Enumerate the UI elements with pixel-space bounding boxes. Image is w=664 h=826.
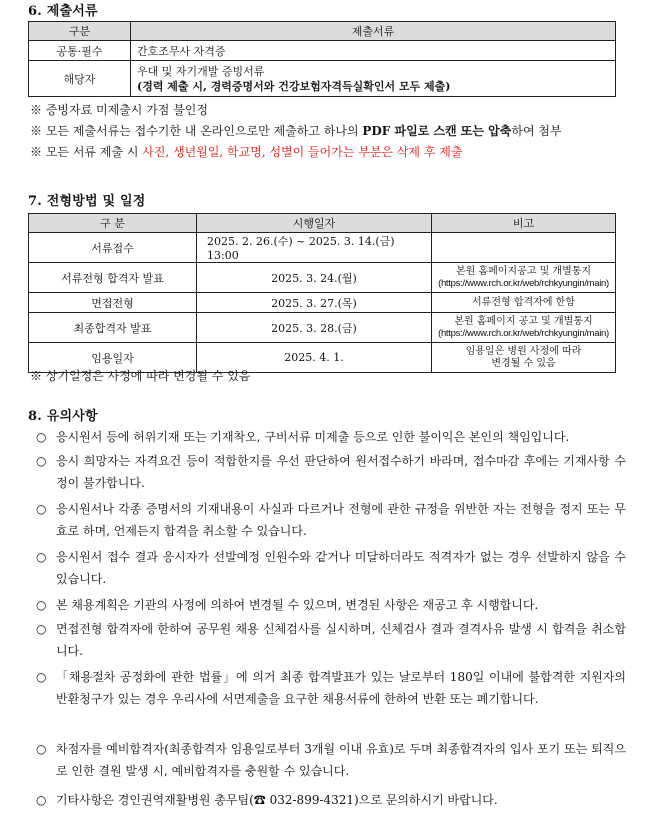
list-item-text: 본 채용계획은 기관의 사정에 의하여 변경될 수 있으며, 변경된 사항은 재공고 후 시행합니다. — [56, 598, 539, 612]
table-cell — [432, 313, 616, 343]
cell-line: 임용일은 병원 사정에 따라 — [465, 345, 582, 357]
homepage-url: (https://www.rch.or.kr/web/rchkyungin/main) — [438, 327, 609, 339]
note-text: 모든 제출서류는 접수기한 내 온라인으로만 제출하고 하나의 — [45, 124, 363, 138]
list-item — [36, 618, 626, 662]
table-cell — [432, 233, 616, 263]
table-cell: 2025. 3. 24.(월) — [197, 263, 432, 293]
list-item — [36, 450, 626, 494]
table-header: 구분 — [29, 22, 131, 41]
list-item-text: 응시원서 등에 허위기재 또는 기재착오, 구비서류 미제출 등으로 인한 불이익은 본인의 책임입니다. — [56, 430, 570, 444]
table-row — [29, 293, 616, 313]
table-header-row — [29, 22, 616, 41]
note-text: 증빙자료 미제출시 가점 불인정 — [45, 103, 208, 117]
section-7-heading: 7. 전형방법 및 일정 — [28, 194, 146, 209]
note-text: 모든 서류 제출 시 — [45, 145, 143, 159]
schedule-table — [28, 213, 616, 373]
table-cell: 공통·필수 — [29, 41, 131, 61]
schedule-note — [30, 366, 250, 387]
table-cell: 서류전형 합격자에 한함 — [432, 293, 616, 313]
table-cell: 임용일자 — [29, 343, 197, 373]
table-cell: 최종합격자 발표 — [29, 313, 197, 343]
table-row — [29, 41, 616, 61]
table-row — [29, 313, 616, 343]
table-row — [29, 61, 616, 97]
bullet: ○ — [36, 622, 47, 636]
reference-mark: ※ — [30, 369, 43, 383]
table-header: 구 분 — [29, 214, 197, 233]
list-item — [36, 594, 626, 616]
submission-notes — [30, 100, 630, 163]
table-row — [29, 263, 616, 293]
reference-mark: ※ — [30, 145, 43, 159]
list-item-text: 응시 희망자는 자격요건 등이 적합한지를 우선 판단하여 원서접수하기 바라며, 접수마감 후에는 기재사항 수정이 불가합니다. — [56, 454, 626, 490]
table-cell: 서류접수 — [29, 233, 197, 263]
table-cell: 해당자 — [29, 61, 131, 97]
note-text: 하여 첨부 — [511, 124, 562, 138]
table-cell: 간호조무사 자격증 — [131, 41, 616, 61]
note-text: 상기일정은 사정에 따라 변경될 수 있음 — [45, 369, 251, 383]
bullet: ○ — [36, 430, 47, 444]
note-emphasis: PDF 파일로 스캔 또는 압축 — [362, 124, 512, 138]
cell-line: 우대 및 자기개발 증빙서류 — [137, 64, 265, 78]
cell-line: 본원 홈페이지 공고 및 개별통지 — [454, 315, 593, 327]
list-item-text: 응시원서 접수 결과 응시자가 선발예정 인원수와 같거나 미달하더라도 적격자가 없는 경우 선발하지 않을 수 있습니다. — [56, 550, 626, 586]
table-row — [29, 233, 616, 263]
bullet: ○ — [36, 550, 47, 564]
cell-line: 본원 홈페이지공고 및 개별통지 — [455, 265, 592, 277]
list-item-text: 면접전형 합격자에 한하여 공무원 채용 신체검사를 실시하며, 신체검사 결과 결격사유 발생 시 합격을 취소합니다. — [56, 622, 626, 658]
list-item — [36, 498, 626, 542]
table-header: 시행일자 — [197, 214, 432, 233]
table-cell — [131, 61, 616, 97]
bullet: ○ — [36, 742, 47, 756]
table-header: 제출서류 — [131, 22, 616, 41]
bullet: ○ — [36, 793, 47, 807]
list-item-text: 「채용절차 공정화에 관한 법률」에 의거 최종 합격발표가 있는 날로부터 180일 이내에 불합격한 지원자의 반환청구가 있는 경우 우리사에 서면제출을 요구한 채용서류에 한하여 반환 또는 폐기합니다. — [56, 670, 626, 706]
table-cell: 2025. 2. 26.(수) ~ 2025. 3. 14.(금) 13:00 — [197, 233, 432, 263]
table-header: 비고 — [432, 214, 616, 233]
table-cell — [432, 263, 616, 293]
table-cell — [432, 343, 616, 373]
bullet: ○ — [36, 598, 47, 612]
table-cell: 2025. 3. 28.(금) — [197, 313, 432, 343]
reference-mark: ※ — [30, 124, 43, 138]
list-item-text: 기타사항은 경인권역재활병원 총무팀(☎ 032-899-4321)으로 문의하시기 바랍니다. — [56, 793, 498, 807]
list-item-text: 응시원서나 각종 증명서의 기재내용이 사실과 다르거나 전형에 관한 규정을 위반한 자는 전형을 정지 또는 무효로 하며, 언제든지 합격을 취소할 수 있습니다. — [56, 502, 626, 538]
table-cell: 2025. 4. 1. — [197, 343, 432, 373]
bullet: ○ — [36, 502, 47, 516]
homepage-url: (https://www.rch.or.kr/web/rchkyungin/main) — [438, 277, 609, 289]
table-cell: 서류전형 합격자 발표 — [29, 263, 197, 293]
list-item — [36, 546, 626, 590]
note-line — [30, 121, 630, 142]
list-item — [36, 789, 626, 811]
bullet: ○ — [36, 670, 47, 684]
section-6-heading: 6. 제출서류 — [28, 4, 98, 19]
bullet: ○ — [36, 454, 47, 468]
list-item — [36, 666, 626, 710]
note-line — [30, 100, 630, 121]
reference-mark: ※ — [30, 103, 43, 117]
list-item — [36, 426, 626, 448]
table-cell: 면접전형 — [29, 293, 197, 313]
list-item — [36, 738, 626, 782]
section-8-heading: 8. 유의사항 — [28, 409, 98, 424]
cell-line: 변경될 수 있음 — [491, 357, 556, 369]
note-warning: 사진, 생년월일, 학교명, 성별이 들어가는 부분은 삭제 후 제출 — [142, 145, 463, 159]
cell-line: (경력 제출 시, 경력증명서와 건강보험자격득실확인서 모두 제출) — [137, 79, 451, 93]
table-cell: 2025. 3. 27.(목) — [197, 293, 432, 313]
list-item-text: 차점자를 예비합격자(최종합격자 임용일로부터 3개월 이내 유효)로 두며 최종합격자의 입사 포기 또는 퇴직으로 인한 결원 발생 시, 예비합격자를 충원할 수 있습니다. — [56, 742, 626, 778]
note-line — [30, 142, 630, 163]
table-header-row — [29, 214, 616, 233]
documents-table — [28, 21, 616, 97]
